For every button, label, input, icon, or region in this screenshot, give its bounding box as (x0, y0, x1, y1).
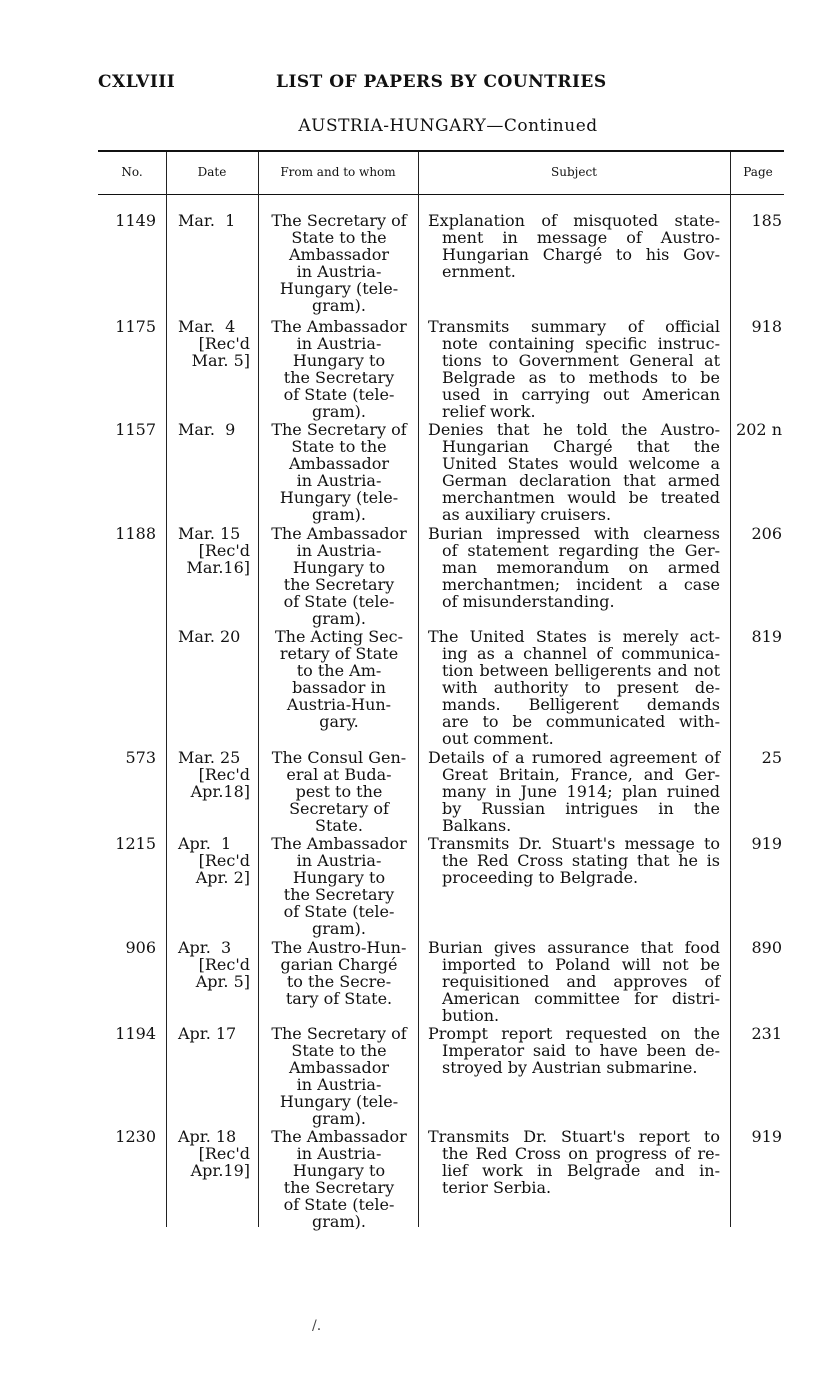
correspondent-line: gram). (312, 296, 366, 315)
date-line: [Rec'd (198, 1144, 250, 1163)
row-subject (428, 1025, 720, 1076)
subject-line: Belgrade as to methods to be (442, 368, 720, 387)
row-subject (428, 749, 720, 834)
row-date (178, 525, 250, 576)
correspondent-line: Hungary (tele- (279, 1092, 399, 1111)
row-subject (428, 939, 720, 1024)
correspondent-line: of State (tele- (283, 1195, 395, 1214)
row-number: 573 (125, 748, 156, 767)
row-number: 1149 (115, 211, 156, 230)
subject-line: ernment. (442, 262, 516, 281)
correspondent-line: Ambassador (289, 454, 389, 473)
row-page: 231 (751, 1024, 782, 1043)
correspondent-line: bassador in (292, 678, 386, 697)
subject-line: Hungarian Chargé that the (442, 437, 720, 456)
row-number: 1188 (115, 524, 156, 543)
subject-line: of statement regarding the Ger- (442, 541, 720, 560)
correspondent-line: gram). (312, 1109, 366, 1128)
row-date (178, 421, 250, 438)
subject-line: as auxiliary cruisers. (442, 505, 612, 524)
subject-line: by Russian intrigues in the (442, 799, 720, 818)
subject-line: proceeding to Belgrade. (442, 868, 639, 887)
date-line: Mar. 4 (178, 317, 236, 336)
subject-line: Transmits Dr. Stuart's report to (428, 1127, 720, 1146)
row-number: 906 (125, 938, 156, 957)
column-divider (258, 152, 259, 1227)
row-page: 819 (751, 627, 782, 646)
row-correspondent (266, 318, 412, 420)
row-correspondent (266, 1025, 412, 1127)
date-line: Apr.18] (190, 782, 250, 801)
subject-line: are to be communicated with- (442, 712, 720, 731)
correspondent-line: tary of State. (285, 989, 393, 1008)
row-correspondent (266, 628, 412, 730)
subject-line: man memorandum on armed (442, 558, 720, 577)
correspondent-line: in Austria- (296, 1075, 382, 1094)
subject-line: note containing specific instruc- (442, 334, 720, 353)
row-page: 919 (751, 1127, 782, 1146)
correspondent-line: The Consul Gen- (271, 748, 407, 767)
row-correspondent (266, 1128, 412, 1230)
column-divider (166, 152, 167, 1227)
correspondent-line: Austria-Hun- (286, 695, 392, 714)
correspondent-line: gram). (312, 402, 366, 421)
row-correspondent (266, 749, 412, 834)
correspondent-line: the Secretary (283, 368, 395, 387)
row-page: 918 (751, 317, 782, 336)
correspondent-line: in Austria- (296, 851, 382, 870)
correspondent-line: in Austria- (296, 1144, 382, 1163)
subject-line: Transmits Dr. Stuart's message to (428, 834, 720, 853)
date-line: Mar. 15 (178, 524, 241, 543)
correspondent-line: the Secretary (283, 885, 395, 904)
date-line: Mar.16] (186, 558, 250, 577)
correspondent-line: State to the (291, 228, 387, 247)
subject-line: tions to Government General at (442, 351, 720, 370)
subject-line: stroyed by Austrian submarine. (442, 1058, 698, 1077)
row-date (178, 749, 250, 800)
table-header-rule (98, 194, 784, 195)
row-subject (428, 212, 720, 280)
date-line: [Rec'd (198, 955, 250, 974)
date-line: Apr. 3 (178, 938, 232, 957)
column-divider (418, 152, 419, 1227)
row-number: 1215 (115, 834, 156, 853)
row-correspondent (266, 939, 412, 1007)
date-line: [Rec'd (198, 541, 250, 560)
subject-line: out comment. (442, 729, 554, 748)
row-subject (428, 628, 720, 747)
correspondent-line: Hungary to (292, 351, 386, 370)
row-date (178, 1128, 250, 1179)
correspondent-line: Hungary to (292, 558, 386, 577)
correspondent-line: The Ambassador (271, 1127, 407, 1146)
correspondent-line: to the Secre- (286, 972, 392, 991)
row-number: 1230 (115, 1127, 156, 1146)
subject-line: United States would welcome a (442, 454, 720, 473)
subject-line: lief work in Belgrade and in- (442, 1161, 720, 1180)
row-subject (428, 835, 720, 886)
correspondent-line: of State (tele- (283, 592, 395, 611)
correspondent-line: The Ambassador (271, 524, 407, 543)
date-line: Apr.19] (190, 1161, 250, 1180)
page-subtitle (0, 116, 836, 136)
date-line: Mar. 5] (191, 351, 250, 370)
subject-line: relief work. (442, 402, 536, 421)
correspondent-line: The Ambassador (271, 317, 407, 336)
correspondent-line: The Acting Sec- (274, 627, 404, 646)
correspondent-line: retary of State (279, 644, 399, 663)
subject-line: Burian gives assurance that food (428, 938, 720, 957)
correspondent-line: The Secretary of (271, 211, 407, 230)
date-line: Mar. 20 (178, 627, 241, 646)
subject-line: The United States is merely act- (428, 627, 720, 646)
row-correspondent (266, 212, 412, 314)
row-page: 202 n (736, 420, 782, 439)
subject-line: German declaration that armed (442, 471, 720, 490)
row-date (178, 212, 250, 229)
column-header-from: From and to whom (280, 165, 396, 179)
subject-line: imported to Poland will not be (442, 955, 720, 974)
correspondent-line: gram). (312, 1212, 366, 1231)
subject-line: used in carrying out American (442, 385, 720, 404)
subject-line: many in June 1914; plan ruined (442, 782, 720, 801)
subject-line: bution. (442, 1006, 500, 1025)
correspondent-line: State to the (291, 1041, 387, 1060)
row-subject (428, 525, 720, 610)
subject-line: Details of a rumored agreement of (428, 748, 720, 767)
correspondent-line: Ambassador (289, 1058, 389, 1077)
correspondent-line: pest to the (295, 782, 383, 801)
column-header-date: Date (197, 165, 227, 179)
subject-line: ment in message of Austro- (442, 228, 720, 247)
subject-line: tion between belligerents and not (442, 661, 720, 680)
correspondent-line: The Secretary of (271, 420, 407, 439)
subject-line: Burian impressed with clearness (428, 524, 720, 543)
column-header-no: No. (121, 165, 143, 179)
row-correspondent (266, 835, 412, 937)
subtitle-text: AUSTRIA-HUNGARY—Continued (298, 116, 598, 136)
correspondent-line: in Austria- (296, 541, 382, 560)
correspondent-line: Hungary to (292, 1161, 386, 1180)
correspondent-line: garian Chargé (280, 955, 398, 974)
correspondent-line: to the Am- (296, 661, 382, 680)
correspondent-line: Secretary of (289, 799, 389, 818)
subject-line: American committee for distri- (442, 989, 720, 1008)
row-date (178, 939, 250, 990)
row-subject (428, 1128, 720, 1196)
correspondent-line: Hungary (tele- (279, 488, 399, 507)
subject-line: the Red Cross stating that he is (442, 851, 720, 870)
subject-line: Balkans. (442, 816, 512, 835)
date-line: [Rec'd (198, 765, 250, 784)
row-page: 185 (751, 211, 782, 230)
correspondent-line: of State (tele- (283, 902, 395, 921)
subject-line: Explanation of misquoted state- (428, 211, 720, 230)
correspondent-line: Hungary (tele- (279, 279, 399, 298)
correspondent-line: Hungary to (292, 868, 386, 887)
subject-line: terior Serbia. (442, 1178, 552, 1197)
subject-line: Imperator said to have been de- (442, 1041, 720, 1060)
correspondent-line: eral at Buda- (286, 765, 392, 784)
row-number: 1175 (115, 317, 156, 336)
row-subject (428, 318, 720, 420)
page-header-roman: CXLVIII (98, 72, 176, 92)
correspondent-line: in Austria- (296, 334, 382, 353)
correspondent-line: gram). (312, 609, 366, 628)
row-date (178, 628, 250, 645)
subject-line: Hungarian Chargé to his Gov- (442, 245, 720, 264)
row-number: 1157 (115, 420, 156, 439)
subject-line: requisitioned and approves of (442, 972, 720, 991)
row-subject (428, 421, 720, 523)
row-correspondent (266, 525, 412, 627)
row-page: 25 (761, 748, 782, 767)
date-line: Apr. 5] (195, 972, 250, 991)
date-line: [Rec'd (198, 334, 250, 353)
correspondent-line: in Austria- (296, 471, 382, 490)
row-number: 1194 (115, 1024, 156, 1043)
date-line: Mar. 1 (178, 211, 236, 230)
subject-line: mands. Belligerent demands (442, 695, 720, 714)
table-top-rule (98, 150, 784, 152)
row-date (178, 318, 250, 369)
row-page: 919 (751, 834, 782, 853)
subject-line: Denies that he told the Austro- (428, 420, 720, 439)
date-line: Apr. 18 (178, 1127, 237, 1146)
correspondent-line: the Secretary (283, 1178, 395, 1197)
subject-line: merchantmen would be treated (442, 488, 720, 507)
column-header-subject: Subject (551, 165, 597, 179)
date-line: Apr. 17 (178, 1024, 237, 1043)
correspondent-line: The Secretary of (271, 1024, 407, 1043)
column-divider (730, 152, 731, 1227)
subject-line: merchantmen; incident a case (442, 575, 720, 594)
correspondent-line: Ambassador (289, 245, 389, 264)
correspondent-line: gram). (312, 505, 366, 524)
date-line: Apr. 2] (195, 868, 250, 887)
date-line: Mar. 9 (178, 420, 236, 439)
subject-line: Great Britain, France, and Ger- (442, 765, 720, 784)
column-header-page: Page (743, 165, 773, 179)
correspondent-line: gram). (312, 919, 366, 938)
correspondent-line: gary. (319, 712, 359, 731)
subject-line: of misunderstanding. (442, 592, 615, 611)
row-page: 890 (751, 938, 782, 957)
subject-line: ing as a channel of communica- (442, 644, 720, 663)
correspondent-line: the Secretary (283, 575, 395, 594)
correspondent-line: State to the (291, 437, 387, 456)
date-line: [Rec'd (198, 851, 250, 870)
subject-line: Transmits summary of official (428, 317, 720, 336)
correspondent-line: of State (tele- (283, 385, 395, 404)
correspondent-line: State. (315, 816, 363, 835)
correspondent-line: The Austro-Hun- (271, 938, 407, 957)
row-date (178, 1025, 250, 1042)
date-line: Mar. 25 (178, 748, 241, 767)
row-page: 206 (751, 524, 782, 543)
row-date (178, 835, 250, 886)
subject-line: the Red Cross on progress of re- (442, 1144, 720, 1163)
correspondent-line: in Austria- (296, 262, 382, 281)
subject-line: Prompt report requested on the (428, 1024, 720, 1043)
date-line: Apr. 1 (178, 834, 232, 853)
correspondent-line: The Ambassador (271, 834, 407, 853)
page-title: LIST OF PAPERS BY COUNTRIES (276, 72, 607, 92)
stray-mark: /. (312, 1318, 322, 1334)
subject-line: with authority to present de- (442, 678, 720, 697)
row-correspondent (266, 421, 412, 523)
